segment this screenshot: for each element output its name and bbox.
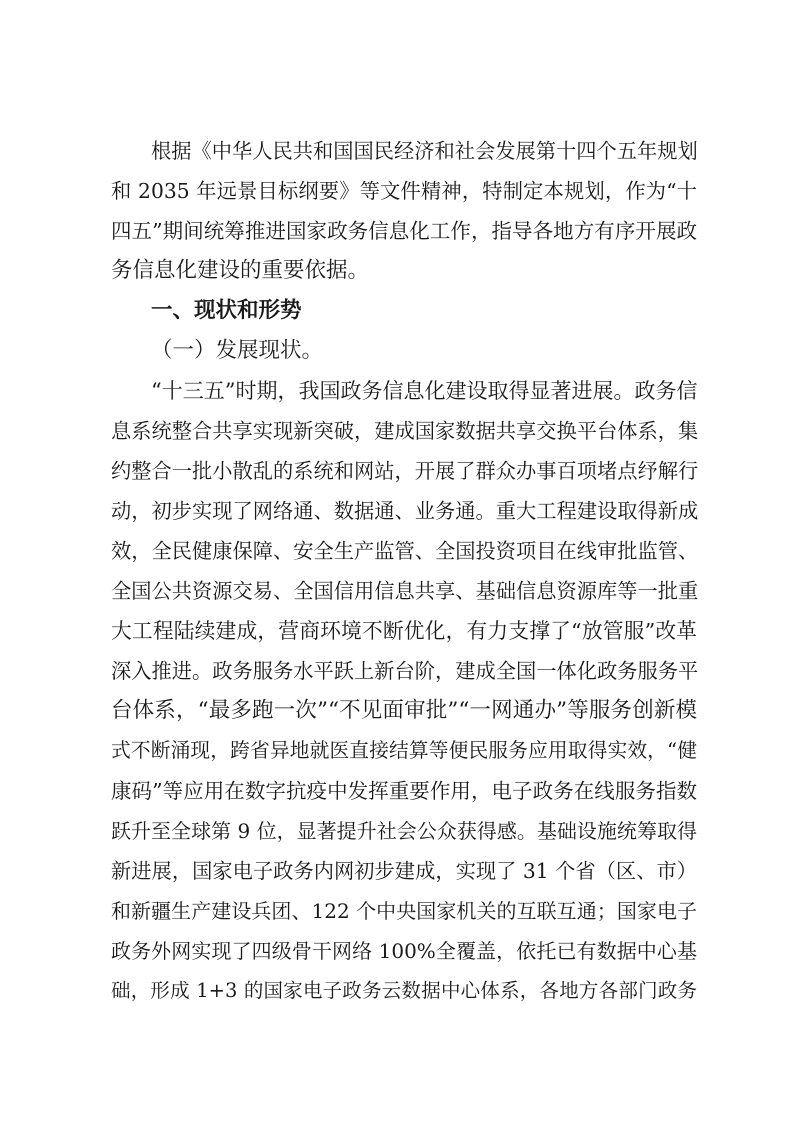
body-line-6: 全国公共资源交易、全国信用信息共享、基础信息资源库等一批重 xyxy=(111,579,699,603)
body-line-7: 大工程陆续建成，营商环境不断优化，有力支撑了“放管服”改革 xyxy=(111,619,697,643)
intro-line-2: 和 2035 年远景目标纲要》等文件精神，特制定本规划，作为“十 xyxy=(111,179,697,203)
body-line-5: 效，全民健康保障、安全生产监管、全国投资项目在线审批监管、 xyxy=(111,539,699,563)
body-line-10: 式不断涌现，跨省异地就医直接结算等便民服务应用取得实效，“健 xyxy=(111,739,697,762)
body-line-16: 础，形成 1+3 的国家电子政务云数据中心体系，各地方各部门政务 xyxy=(111,979,697,1002)
body-line-8: 深入推进。政务服务水平跃上新台阶，建成全国一体化政务服务平 xyxy=(111,659,699,683)
intro-line-3: 四五”期间统筹推进国家政务信息化工作，指导各地方有序开展政 xyxy=(111,219,697,243)
body-line-12: 跃升至全球第 9 位，显著提升社会公众获得感。基础设施统筹取得 xyxy=(111,819,697,843)
body-line-9: 台体系，“最多跑一次”“不见面审批”“一网通办”等服务创新模 xyxy=(111,698,697,723)
body-line-1: “十三五”时期，我国政务信息化建设取得显著进展。政务信 xyxy=(151,379,698,403)
intro-line-4: 务信息化建设的重要依据。 xyxy=(111,258,370,283)
body-line-11: 康码”等应用在数字抗疫中发挥重要作用，电子政务在线服务指数 xyxy=(111,779,697,803)
body-line-13: 新进展，国家电子政务内网初步建成，实现了 31 个省（区、市） xyxy=(111,859,697,883)
body-line-4: 动，初步实现了网络通、数据通、业务通。重大工程建设取得新成 xyxy=(111,499,699,523)
body-line-15: 政务外网实现了四级骨干网络 100%全覆盖，依托已有数据中心基 xyxy=(111,939,697,963)
body-line-14: 和新疆生产建设兵团、122 个中央国家机关的互联互通；国家电子 xyxy=(111,899,697,923)
subsection-heading: （一）发展现状。 xyxy=(151,338,324,363)
section-heading: 一、现状和形势 xyxy=(151,298,302,323)
body-line-3: 约整合一批小散乱的系统和网站，开展了群众办事百项堵点纾解行 xyxy=(111,459,699,483)
intro-line-1: 根据《中华人民共和国国民经济和社会发展第十四个五年规划 xyxy=(151,139,698,163)
body-line-2: 息系统整合共享实现新突破，建成国家数据共享交换平台体系，集 xyxy=(111,419,699,443)
